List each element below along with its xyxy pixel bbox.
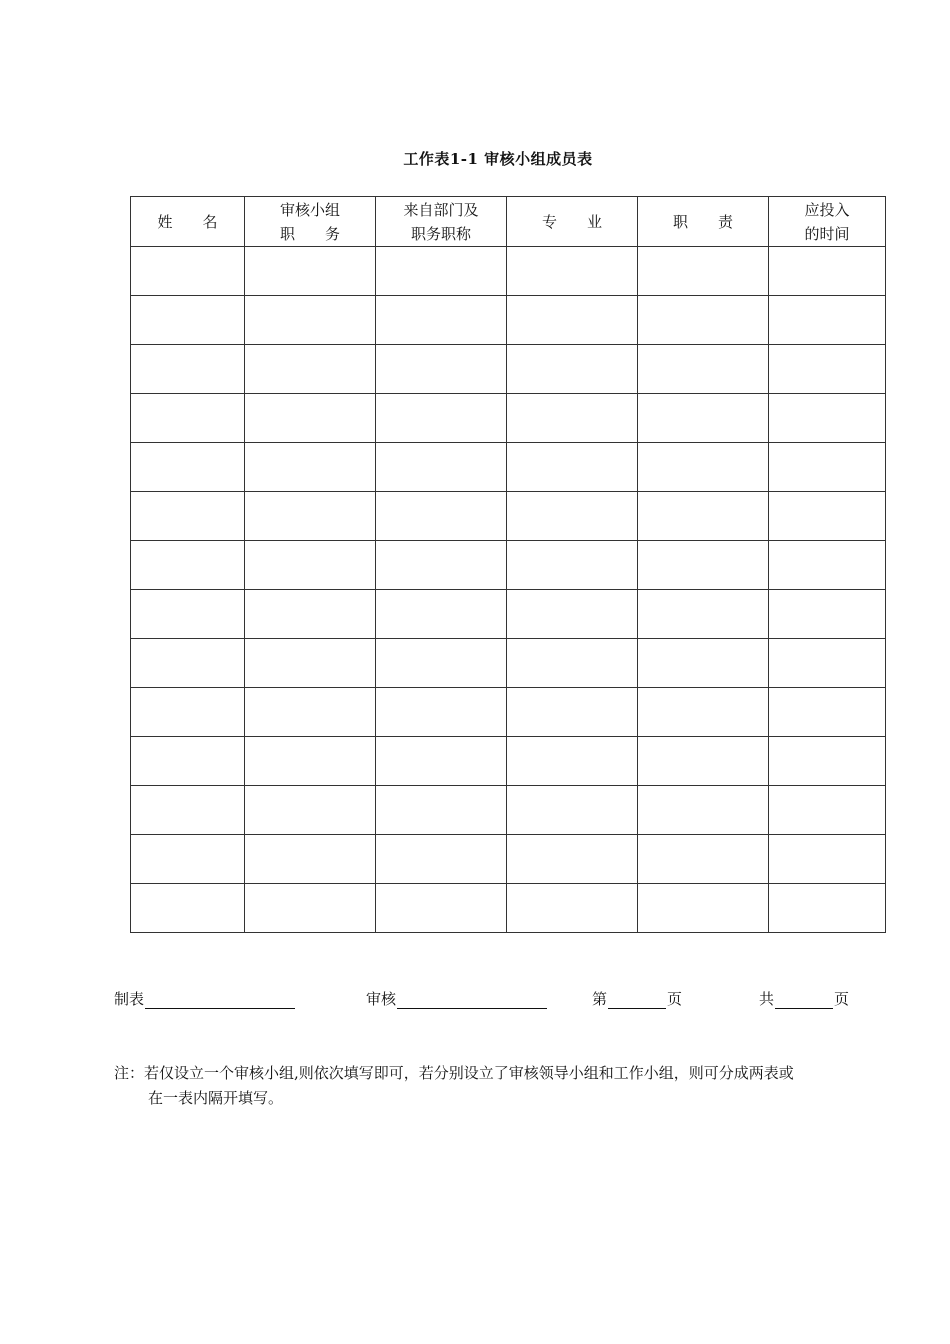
table-cell[interactable] [638,737,769,786]
table-cell[interactable] [245,394,376,443]
table-cell[interactable] [769,345,886,394]
reviewed-by-field [366,988,548,1009]
table-cell[interactable] [638,247,769,296]
table-cell[interactable] [769,786,886,835]
table-cell[interactable] [769,737,886,786]
table-cell[interactable] [245,443,376,492]
table-cell[interactable] [376,492,507,541]
table-cell[interactable] [507,639,638,688]
table-cell[interactable] [638,835,769,884]
reviewed-by-blank[interactable] [397,992,547,1009]
table-cell[interactable] [769,688,886,737]
table-cell[interactable] [507,296,638,345]
footnote-line-1: 注：若仅设立一个审核小组,则依次填写即可，若分别设立了审核领导小组和工作小组，则可分成两表或 [114,1064,794,1082]
table-cell[interactable] [769,639,886,688]
table-cell[interactable] [245,247,376,296]
table-cell[interactable] [507,590,638,639]
page-number-field [592,988,682,1009]
table-cell[interactable] [507,541,638,590]
table-row [131,786,886,835]
header-name: 姓 名 [131,197,245,247]
prepared-by-label: 制表 [114,990,145,1008]
prepared-by-blank[interactable] [145,992,295,1009]
table-cell[interactable] [638,394,769,443]
page-suffix: 页 [667,990,683,1008]
table-cell[interactable] [638,492,769,541]
total-prefix: 共 [759,990,775,1008]
table-cell[interactable] [245,884,376,933]
table-cell[interactable] [131,247,245,296]
table-cell[interactable] [376,247,507,296]
table-cell[interactable] [638,884,769,933]
table-cell[interactable] [245,639,376,688]
table-cell[interactable] [638,296,769,345]
total-suffix: 页 [834,990,850,1008]
table-cell[interactable] [769,590,886,639]
total-pages-field [759,988,849,1009]
table-row [131,296,886,345]
table-row [131,394,886,443]
table-row [131,541,886,590]
table-cell[interactable] [638,786,769,835]
table-row [131,688,886,737]
members-table [130,196,886,933]
page-prefix: 第 [592,990,608,1008]
table-cell[interactable] [638,688,769,737]
table-cell[interactable] [507,345,638,394]
table-cell[interactable] [131,639,245,688]
total-pages-blank[interactable] [775,992,833,1009]
table-cell[interactable] [131,737,245,786]
table-cell[interactable] [376,590,507,639]
table-cell[interactable] [769,835,886,884]
table-cell[interactable] [507,688,638,737]
header-responsibility: 职 责 [638,197,769,247]
table-cell[interactable] [769,296,886,345]
table-cell[interactable] [245,688,376,737]
table-cell[interactable] [507,786,638,835]
table-cell[interactable] [131,884,245,933]
table-cell[interactable] [507,443,638,492]
table-cell[interactable] [376,786,507,835]
header-team-role: 审核小组 职 务 [245,197,376,247]
table-cell[interactable] [245,541,376,590]
header-department-title: 来自部门及 职务职称 [376,197,507,247]
page-number-blank[interactable] [608,992,666,1009]
table-cell[interactable] [131,590,245,639]
table-cell[interactable] [769,492,886,541]
table-cell[interactable] [245,492,376,541]
table-cell[interactable] [507,835,638,884]
signature-footer [0,988,950,1010]
table-row [131,247,886,296]
table-cell[interactable] [131,394,245,443]
table-cell[interactable] [769,884,886,933]
table-cell[interactable] [507,394,638,443]
table-row [131,590,886,639]
table-cell[interactable] [245,345,376,394]
table-cell[interactable] [245,590,376,639]
table-header-row [131,197,886,247]
table-cell[interactable] [131,443,245,492]
table-cell[interactable] [376,345,507,394]
table-row [131,492,886,541]
table-cell[interactable] [769,394,886,443]
table-cell[interactable] [376,541,507,590]
table-cell[interactable] [376,835,507,884]
table-cell[interactable] [131,688,245,737]
header-specialty: 专 业 [507,197,638,247]
table-cell[interactable] [376,443,507,492]
table-cell[interactable] [638,639,769,688]
table-cell[interactable] [245,737,376,786]
table-row [131,639,886,688]
reviewed-by-label: 审核 [366,990,397,1008]
table-cell[interactable] [245,835,376,884]
footnote [114,1061,894,1111]
table-cell[interactable] [507,492,638,541]
table-row [131,345,886,394]
table-cell[interactable] [638,590,769,639]
table-cell[interactable] [769,247,886,296]
table-cell[interactable] [507,884,638,933]
table-cell[interactable] [376,688,507,737]
table-cell[interactable] [507,247,638,296]
table-cell[interactable] [131,786,245,835]
table-cell[interactable] [131,296,245,345]
prepared-by-field [114,988,296,1009]
table-cell[interactable] [376,884,507,933]
footnote-line-2: 在一表内隔开填写。 [148,1089,284,1107]
table-cell[interactable] [638,345,769,394]
table-cell[interactable] [376,737,507,786]
table-row [131,443,886,492]
table-row [131,737,886,786]
table-cell[interactable] [131,345,245,394]
table-cell[interactable] [131,835,245,884]
table-cell[interactable] [769,541,886,590]
table-cell[interactable] [376,639,507,688]
table-cell[interactable] [131,541,245,590]
table-body [131,247,886,933]
table-cell[interactable] [376,394,507,443]
table-cell[interactable] [376,296,507,345]
document-title: 工作表1-1 审核小组成员表 [403,150,593,168]
table-cell[interactable] [507,737,638,786]
table-row [131,884,886,933]
table-cell[interactable] [638,541,769,590]
table-cell[interactable] [245,786,376,835]
table-row [131,835,886,884]
table-cell[interactable] [245,296,376,345]
table-cell[interactable] [769,443,886,492]
table-cell[interactable] [638,443,769,492]
table-cell[interactable] [131,492,245,541]
header-time-commitment: 应投入 的时间 [769,197,886,247]
